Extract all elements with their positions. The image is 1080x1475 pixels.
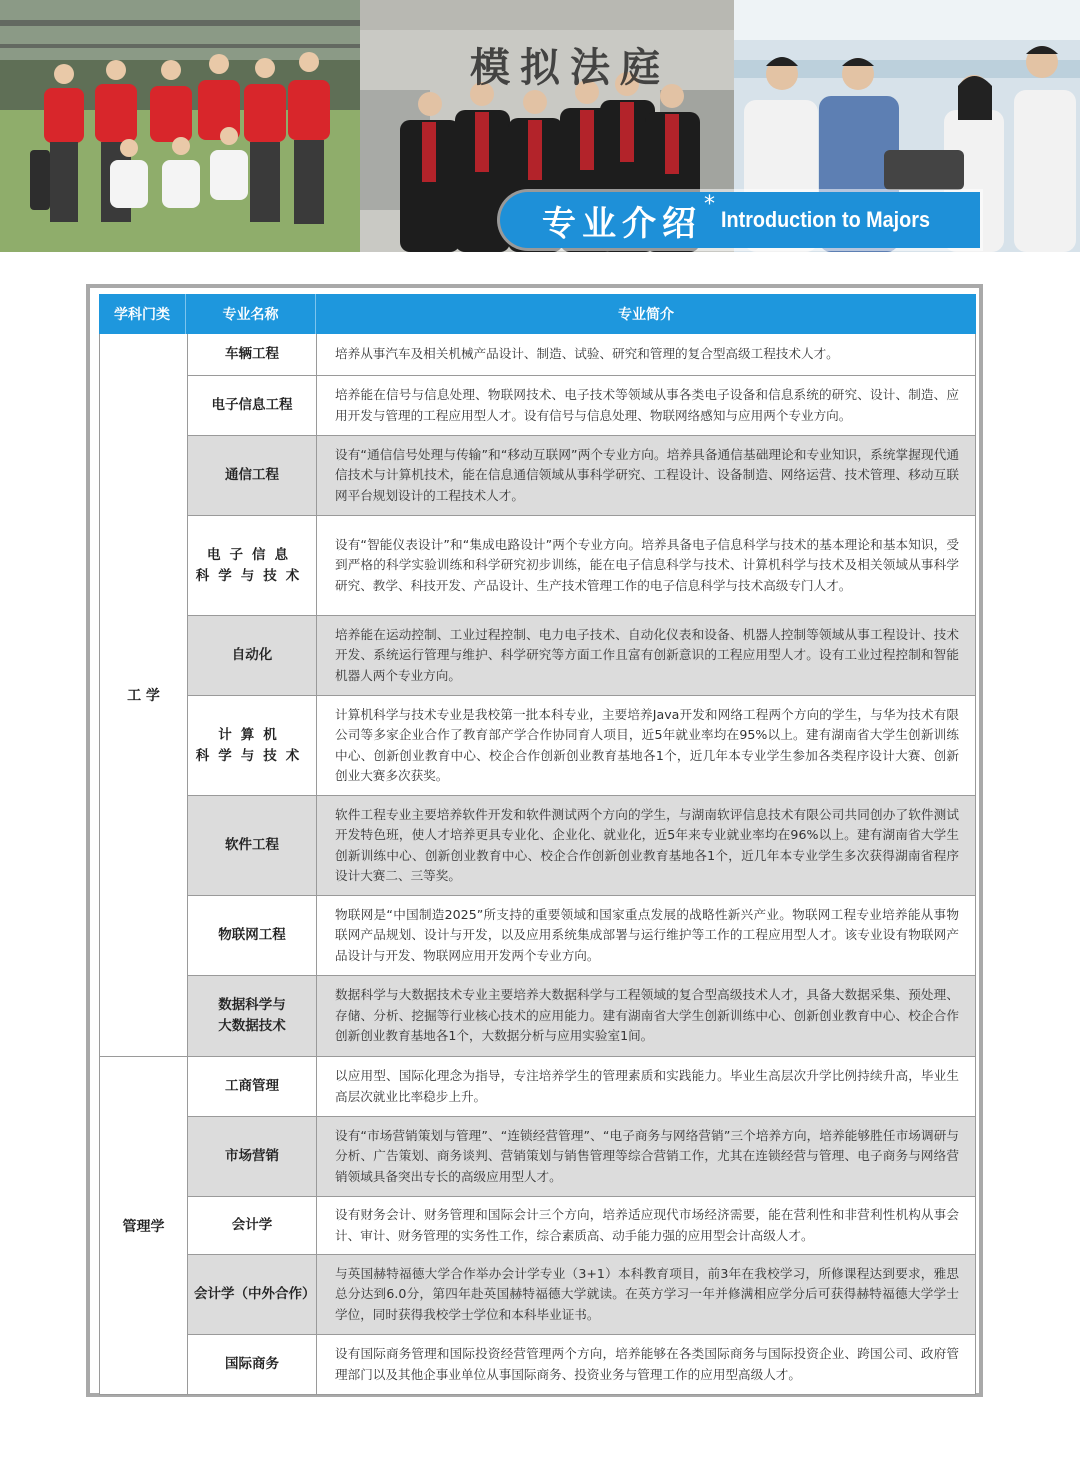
- category-group-engineering: [99, 334, 976, 1057]
- table-row: [188, 516, 976, 616]
- court-sign: 模拟法庭: [470, 44, 670, 91]
- major-desc: 设有国际商务管理和国际投资经营管理两个方向，培养能够在各类国际商务与国际投资企业、跨国公司、政府管理部门以及其他企事业单位从事国际商务、投资业务与管理工作的应用型高级人才。: [317, 1335, 976, 1394]
- major-name: 数据科学与 大数据技术: [188, 976, 317, 1056]
- table-header: [99, 294, 976, 334]
- category-cell: 工 学: [99, 334, 188, 1056]
- major-name: 市场营销: [188, 1117, 317, 1196]
- table-row: [188, 1117, 976, 1197]
- header-major-intro: 专业简介: [618, 307, 674, 323]
- table-row: [188, 1197, 976, 1255]
- table-row: [188, 976, 976, 1056]
- major-desc: 与英国赫特福德大学合作举办会计学专业（3+1）本科教育项目，前3年在我校学习，所修课程达到要求，雅思总分达到6.0分，第四年赴英国赫特福德大学就读。在英方学习一年并修满相应学分后可获得赫特福德大学学士学位，同时获得我校学士学位和本科毕业证书。: [317, 1255, 976, 1334]
- major-desc: 数据科学与大数据技术专业主要培养大数据科学与工程领域的复合型高级技术人才，具备大数据采集、预处理、存储、分析、挖掘等行业核心技术的应用能力。建有湖南省大学生创新训练中心、创新创业教育中心、校企合作创新创业教育基地各1个，大数据分析与应用实验室1间。: [317, 976, 976, 1056]
- table-row: [188, 1057, 976, 1117]
- major-name: 电子信息 科学与技术: [188, 516, 317, 615]
- majors-table-frame: [86, 284, 983, 1397]
- major-desc: 物联网是“中国制造2025”所支持的重要领域和国家重点发展的战略性新兴产业。物联网工程专业培养能从事物联网产品规划、设计与开发，以及应用系统集成部署与运行维护等工作的工程应用型人才。该专业设有物联网产品设计与开发、物联网应用开发两个专业方向。: [317, 896, 976, 975]
- major-desc: 培养从事汽车及相关机械产品设计、制造、试验、研究和管理的复合型高级工程技术人才。: [317, 334, 976, 375]
- table-row: [188, 334, 976, 376]
- major-name: 工商管理: [188, 1057, 317, 1116]
- table-row: [188, 896, 976, 976]
- major-desc: 计算机科学与技术专业是我校第一批本科专业，主要培养Java开发和网络工程两个方向的学生，与华为技术有限公司等多家企业合作了教育部产学合作协同育人项目，近5年就业率均在95%以上。建有湖南省大学生创新训练中心、创新创业教育中心、校企合作创新创业教育基地各1个，近几年本专业学生参加各类程序设计大赛、创新创业大赛多次获奖。: [317, 696, 976, 795]
- major-name: 会计学（中外合作）: [188, 1255, 317, 1334]
- major-desc: 培养能在运动控制、工业过程控制、电力电子技术、自动化仪表和设备、机器人控制等领域从事工程设计、技术开发、系统运行管理与维护、科学研究等方面工作且富有创新意识的工程应用型人才。设有工业过程控制和智能机器人两个专业方向。: [317, 616, 976, 695]
- table-row: [188, 796, 976, 896]
- major-desc: 设有“通信信号处理与传输”和“移动互联网”两个专业方向。培养具备通信基础理论和专业知识，系统掌握现代通信技术与计算机技术，能在信息通信领域从事科学研究、工程设计、设备制造、网络运营、技术管理、移动互联网平台规划设计的工程技术人才。: [317, 436, 976, 515]
- star-icon: *: [704, 191, 715, 217]
- major-desc: 以应用型、国际化理念为指导，专注培养学生的管理素质和实践能力。毕业生高层次升学比例持续升高，毕业生高层次就业比率稳步上升。: [317, 1057, 976, 1116]
- major-desc: 软件工程专业主要培养软件开发和软件测试两个方向的学生，与湖南软评信息技术有限公司共同创办了软件测试开发特色班，使人才培养更具专业化、企业化、就业化，近5年来专业就业率均在96%以上。建有湖南省大学生创新训练中心、创新创业教育中心、校企合作创新创业教育基地各1个，近几年本专业学生多次获得湖南省程序设计大赛二、三等奖。: [317, 796, 976, 895]
- category-cell: 管理学: [99, 1057, 188, 1394]
- table-row: [188, 616, 976, 696]
- golf-team-photo: [0, 0, 360, 252]
- section-title-en: Introduction to Majors: [721, 207, 930, 232]
- header-major-name: 专业名称: [186, 294, 316, 334]
- major-desc: 培养能在信号与信息处理、物联网技术、电子技术等领域从事各类电子设备和信息系统的研究、设计、制造、应用开发与管理的工程应用型人才。设有信号与信息处理、物联网络感知与应用两个专业方向。: [317, 376, 976, 435]
- major-name: 自动化: [188, 616, 317, 695]
- header-banner: [0, 0, 1080, 252]
- major-desc: 设有“市场营销策划与管理”、“连锁经营管理”、“电子商务与网络营销”三个培养方向，培养能够胜任市场调研与分析、广告策划、商务谈判、营销策划与销售管理等综合营销工作，尤其在连锁经营与管理、电子商务与网络营销领域具备突出专长的高级应用型人才。: [317, 1117, 976, 1196]
- major-name: 软件工程: [188, 796, 317, 895]
- major-name: 计算机 科学与技术: [188, 696, 317, 795]
- major-name: 车辆工程: [188, 334, 317, 375]
- table-row: [188, 696, 976, 796]
- header-category: 学科门类: [99, 294, 186, 334]
- major-name: 会计学: [188, 1197, 317, 1254]
- category-group-management: [99, 1057, 976, 1395]
- majors-table: [99, 294, 976, 1395]
- table-row: [188, 1255, 976, 1335]
- section-title-cn: 专业介绍: [542, 203, 702, 244]
- major-desc: 设有财务会计、财务管理和国际会计三个方向，培养适应现代市场经济需要，能在营利性和非营利性机构从事会计、审计、财务管理的实务性工作，综合素质高、动手能力强的应用型会计高级人才。: [317, 1197, 976, 1254]
- major-name: 物联网工程: [188, 896, 317, 975]
- table-row: [188, 436, 976, 516]
- major-name: 国际商务: [188, 1335, 317, 1394]
- major-name: 通信工程: [188, 436, 317, 515]
- section-title-banner: [500, 192, 980, 248]
- major-name: 电子信息工程: [188, 376, 317, 435]
- table-row: [188, 376, 976, 436]
- major-desc: 设有“智能仪表设计”和“集成电路设计”两个专业方向。培养具备电子信息科学与技术的基本理论和基本知识，受到严格的科学实验训练和科学研究初步训练，能在电子信息科学与技术、计算机科学与技术及相关领域从事科学研究、教学、科技开发、产品设计、生产技术管理工作的电子信息科学与技术高级专门人才。: [317, 516, 976, 615]
- table-row: [188, 1335, 976, 1394]
